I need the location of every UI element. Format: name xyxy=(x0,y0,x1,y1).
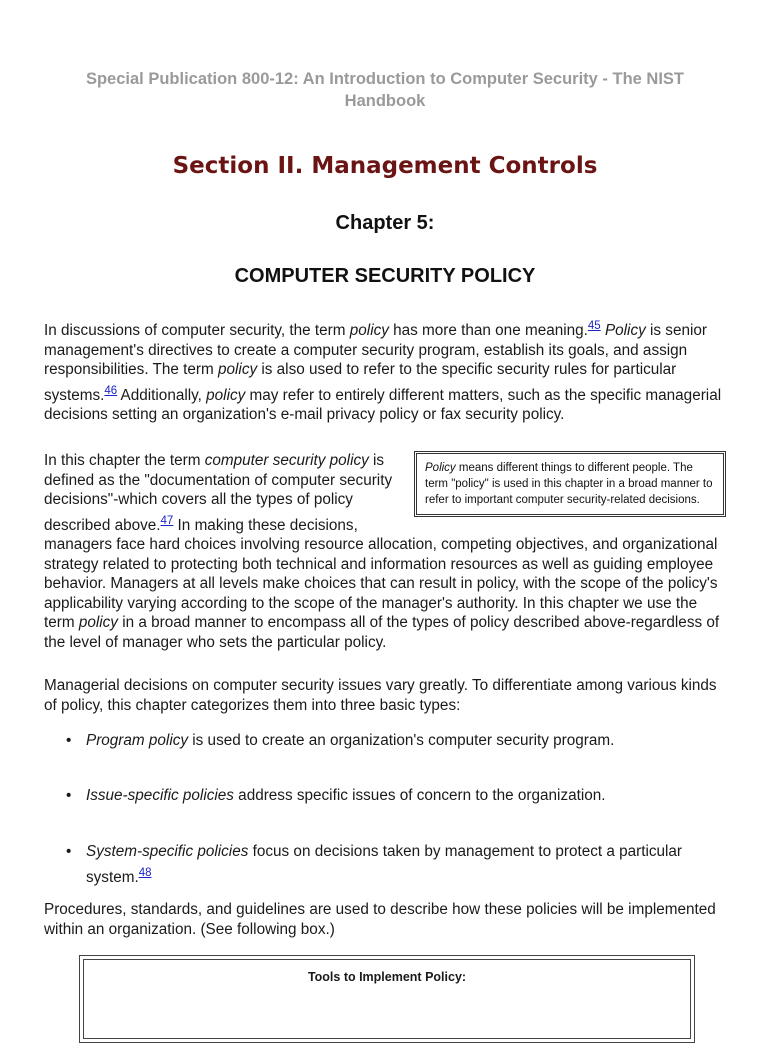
sidebar-term: Policy xyxy=(425,462,456,474)
text: Additionally, xyxy=(117,386,207,404)
term-policy: policy xyxy=(218,361,258,379)
term-policy: policy xyxy=(206,386,246,404)
list-item xyxy=(66,786,726,806)
procedures-paragraph: Procedures, standards, and guidelines are used to describe how these policies will be implemented within an organization. (See following box.) xyxy=(44,901,716,938)
term-computer-security-policy: computer security policy xyxy=(204,452,369,469)
footnote-link-45[interactable]: 45 xyxy=(587,320,601,332)
bullet-icon: • xyxy=(66,732,72,749)
text: has more than one meaning. xyxy=(388,322,588,340)
list-text: address specific issues of concern to the organization. xyxy=(233,787,606,804)
chapter-title: COMPUTER SECURITY POLICY xyxy=(234,265,536,287)
chapter-number: Chapter 5: xyxy=(335,212,435,234)
list-item xyxy=(66,731,726,751)
list-term: System-specific policies xyxy=(86,843,249,860)
policy-sidebar-box xyxy=(414,451,726,517)
tools-box-title: Tools to Implement Policy: xyxy=(83,959,691,1039)
text: is also used to refer to the specific security rules for particular systems. xyxy=(44,361,677,404)
footnote-link-47[interactable]: 47 xyxy=(160,514,174,527)
text: In this chapter the term xyxy=(44,452,205,469)
list-term: Program policy xyxy=(86,732,189,749)
text: In making these decisions, managers face hard choices involving resource allocation, competing objectives, and organizational strategy related to protecting both technical and information resources as well as guiding employee behavior. Managers at all levels make choices that can result in policy, with the scope of the policy's applicability varying according to the scope of the manager's authority. In this chapter we use the term xyxy=(44,516,718,632)
text: is defined as the "documentation of computer security decisions"-which covers all the types of policy described above. xyxy=(44,452,393,534)
publication-header: Special Publication 800-12: An Introduction to Computer Security - The NIST Handbook xyxy=(85,70,685,110)
list-item xyxy=(66,842,726,887)
text: In discussions of computer security, the term xyxy=(44,322,350,340)
term-policy: Policy xyxy=(604,322,646,340)
footnote-link-46[interactable]: 46 xyxy=(104,384,118,397)
bullet-icon: • xyxy=(66,787,72,804)
sidebar-text: means different things to different people. The term "policy" is used in this chapter in a broad manner to refer to important computer security-related decisions. xyxy=(425,462,713,506)
intro-paragraph xyxy=(44,315,726,425)
list-text: focus on decisions taken by management to protect a particular system. xyxy=(86,843,683,886)
list-term: Issue-specific policies xyxy=(86,787,234,804)
footnote-link-48[interactable]: 48 xyxy=(138,866,152,879)
tools-box xyxy=(79,955,695,1043)
term-policy: policy xyxy=(349,322,389,340)
definition-paragraph xyxy=(44,451,726,652)
types-paragraph: Managerial decisions on computer security issues vary greatly. To differentiate among various kinds of policy, this chapter categorizes them into three basic types: xyxy=(44,677,717,714)
text: may refer to entirely different matters, such as the specific managerial decisions setting an organization's e-mail privacy policy or fax security policy. xyxy=(44,386,722,424)
text: is senior management's directives to create a computer security program, establish its goals, and assign responsibilities. The term xyxy=(44,322,707,379)
term-policy: policy xyxy=(78,614,118,632)
text: in a broad manner to encompass all of the types of policy described above-regardless of the level of manager who sets the particular policy. xyxy=(44,614,720,651)
section-title: Section II. Management Controls xyxy=(172,153,598,179)
bullet-icon: • xyxy=(66,843,72,860)
list-text: is used to create an organization's computer security program. xyxy=(188,732,615,749)
